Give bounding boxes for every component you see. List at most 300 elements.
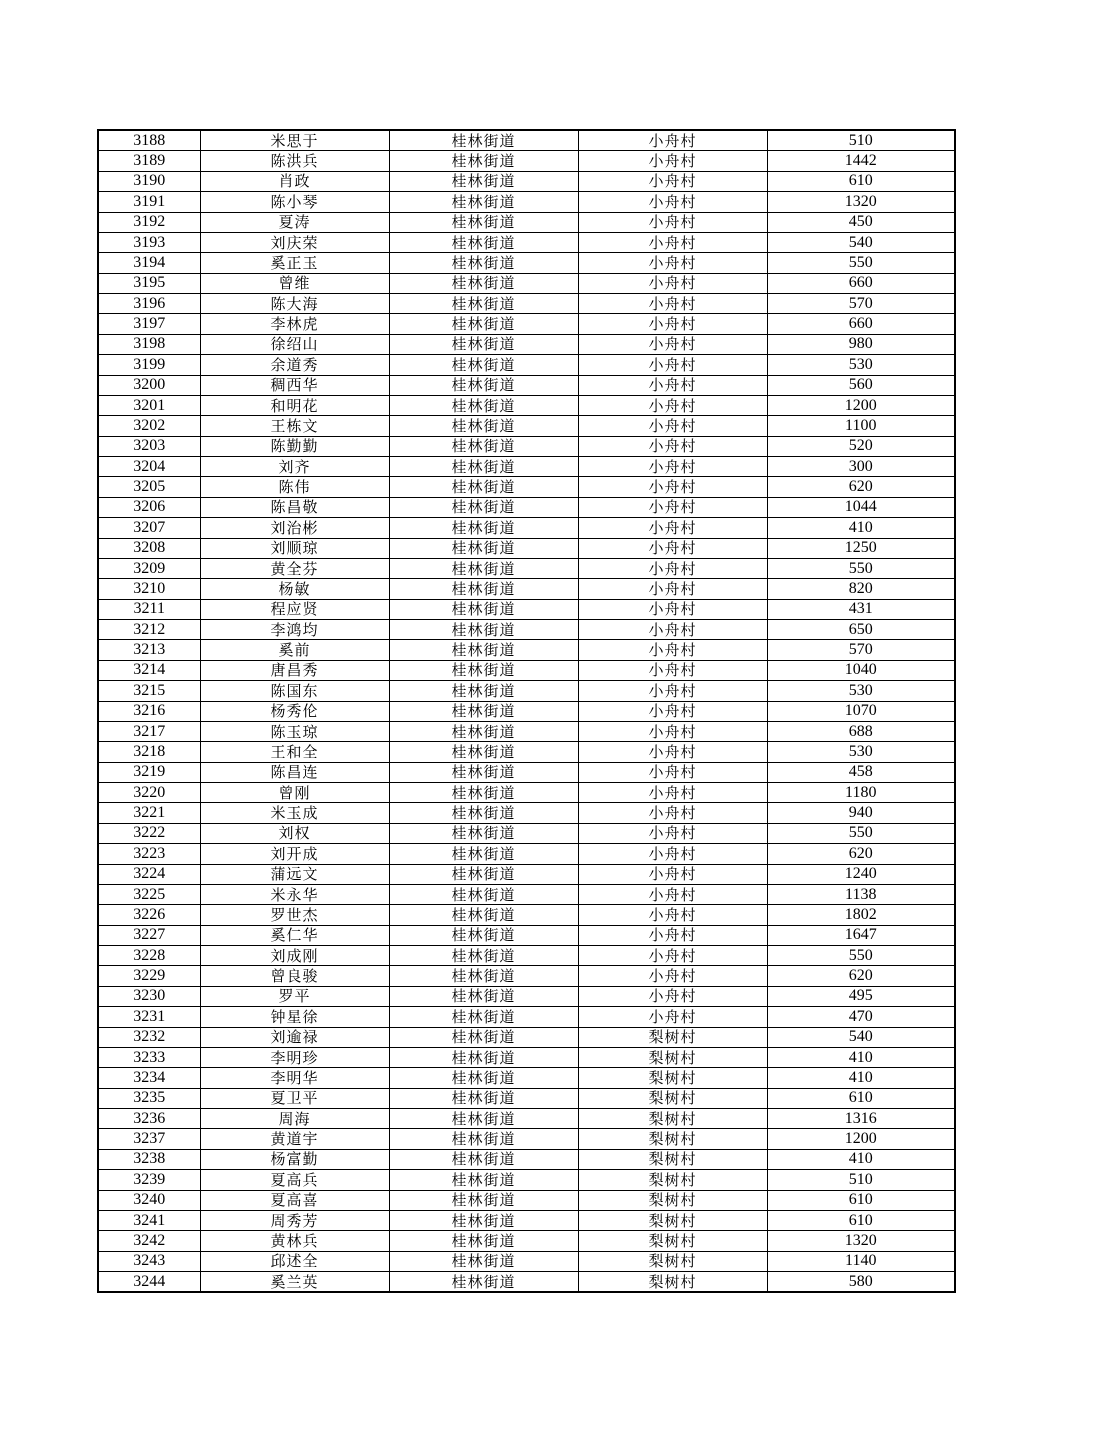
village-cell: 梨树村 (578, 1088, 767, 1108)
village-cell: 小舟村 (578, 497, 767, 517)
row-number-cell: 3242 (98, 1231, 200, 1251)
name-cell: 程应贤 (200, 599, 389, 619)
amount-cell: 570 (767, 294, 955, 314)
data-table (97, 129, 956, 1293)
amount-cell: 610 (767, 1190, 955, 1210)
village-cell: 小舟村 (578, 171, 767, 191)
table-row (98, 151, 955, 171)
table-row (98, 1047, 955, 1067)
name-cell: 杨秀伦 (200, 701, 389, 721)
amount-cell: 410 (767, 1068, 955, 1088)
table-row (98, 1272, 955, 1293)
name-cell: 曾良骏 (200, 966, 389, 986)
village-cell: 小舟村 (578, 844, 767, 864)
village-cell: 小舟村 (578, 946, 767, 966)
table-row (98, 966, 955, 986)
village-cell: 小舟村 (578, 579, 767, 599)
row-number-cell: 3218 (98, 742, 200, 762)
name-cell: 邱述全 (200, 1251, 389, 1271)
street-cell: 桂林街道 (389, 518, 578, 538)
street-cell: 桂林街道 (389, 151, 578, 171)
row-number-cell: 3237 (98, 1129, 200, 1149)
row-number-cell: 3205 (98, 477, 200, 497)
row-number-cell: 3193 (98, 232, 200, 252)
amount-cell: 530 (767, 742, 955, 762)
name-cell: 陈大海 (200, 294, 389, 314)
amount-cell: 410 (767, 518, 955, 538)
row-number-cell: 3198 (98, 334, 200, 354)
street-cell: 桂林街道 (389, 130, 578, 151)
name-cell: 刘开成 (200, 844, 389, 864)
street-cell: 桂林街道 (389, 192, 578, 212)
village-cell: 小舟村 (578, 314, 767, 334)
table-row (98, 823, 955, 843)
village-cell: 小舟村 (578, 192, 767, 212)
row-number-cell: 3202 (98, 416, 200, 436)
street-cell: 桂林街道 (389, 925, 578, 945)
table-row (98, 294, 955, 314)
table-row (98, 273, 955, 293)
street-cell: 桂林街道 (389, 844, 578, 864)
village-cell: 小舟村 (578, 884, 767, 904)
name-cell: 王和全 (200, 742, 389, 762)
village-cell: 小舟村 (578, 599, 767, 619)
street-cell: 桂林街道 (389, 640, 578, 660)
table-row (98, 762, 955, 782)
village-cell: 小舟村 (578, 823, 767, 843)
street-cell: 桂林街道 (389, 986, 578, 1006)
street-cell: 桂林街道 (389, 538, 578, 558)
village-cell: 小舟村 (578, 558, 767, 578)
row-number-cell: 3215 (98, 681, 200, 701)
amount-cell: 520 (767, 436, 955, 456)
street-cell: 桂林街道 (389, 1170, 578, 1190)
street-cell: 桂林街道 (389, 171, 578, 191)
row-number-cell: 3225 (98, 884, 200, 904)
table-row (98, 620, 955, 640)
name-cell: 杨富勤 (200, 1149, 389, 1169)
table-row (98, 538, 955, 558)
amount-cell: 550 (767, 823, 955, 843)
table-row (98, 986, 955, 1006)
row-number-cell: 3214 (98, 660, 200, 680)
amount-cell: 540 (767, 232, 955, 252)
amount-cell: 300 (767, 457, 955, 477)
name-cell: 李鸿均 (200, 620, 389, 640)
row-number-cell: 3212 (98, 620, 200, 640)
street-cell: 桂林街道 (389, 1210, 578, 1230)
street-cell: 桂林街道 (389, 273, 578, 293)
table-row (98, 844, 955, 864)
amount-cell: 570 (767, 640, 955, 660)
name-cell: 罗世杰 (200, 905, 389, 925)
street-cell: 桂林街道 (389, 497, 578, 517)
table-row (98, 742, 955, 762)
row-number-cell: 3197 (98, 314, 200, 334)
name-cell: 奚仁华 (200, 925, 389, 945)
village-cell: 小舟村 (578, 395, 767, 415)
amount-cell: 1140 (767, 1251, 955, 1271)
table-row (98, 864, 955, 884)
amount-cell: 530 (767, 355, 955, 375)
row-number-cell: 3211 (98, 599, 200, 619)
name-cell: 杨敏 (200, 579, 389, 599)
name-cell: 刘齐 (200, 457, 389, 477)
village-cell: 小舟村 (578, 253, 767, 273)
row-number-cell: 3231 (98, 1007, 200, 1027)
amount-cell: 620 (767, 477, 955, 497)
name-cell: 罗平 (200, 986, 389, 1006)
amount-cell: 660 (767, 273, 955, 293)
street-cell: 桂林街道 (389, 966, 578, 986)
name-cell: 陈昌敬 (200, 497, 389, 517)
street-cell: 桂林街道 (389, 599, 578, 619)
street-cell: 桂林街道 (389, 1129, 578, 1149)
table-row (98, 946, 955, 966)
street-cell: 桂林街道 (389, 253, 578, 273)
name-cell: 李林虎 (200, 314, 389, 334)
table-row (98, 395, 955, 415)
street-cell: 桂林街道 (389, 823, 578, 843)
village-cell: 小舟村 (578, 375, 767, 395)
name-cell: 刘庆荣 (200, 232, 389, 252)
amount-cell: 431 (767, 599, 955, 619)
row-number-cell: 3210 (98, 579, 200, 599)
street-cell: 桂林街道 (389, 721, 578, 741)
row-number-cell: 3199 (98, 355, 200, 375)
village-cell: 小舟村 (578, 762, 767, 782)
village-cell: 小舟村 (578, 721, 767, 741)
village-cell: 小舟村 (578, 701, 767, 721)
name-cell: 刘逾禄 (200, 1027, 389, 1047)
table-row (98, 436, 955, 456)
village-cell: 小舟村 (578, 905, 767, 925)
amount-cell: 610 (767, 1210, 955, 1230)
village-cell: 小舟村 (578, 620, 767, 640)
row-number-cell: 3206 (98, 497, 200, 517)
name-cell: 徐绍山 (200, 334, 389, 354)
row-number-cell: 3188 (98, 130, 200, 151)
amount-cell: 510 (767, 1170, 955, 1190)
name-cell: 刘权 (200, 823, 389, 843)
street-cell: 桂林街道 (389, 1088, 578, 1108)
village-cell: 小舟村 (578, 783, 767, 803)
street-cell: 桂林街道 (389, 477, 578, 497)
row-number-cell: 3226 (98, 905, 200, 925)
village-cell: 梨树村 (578, 1149, 767, 1169)
street-cell: 桂林街道 (389, 416, 578, 436)
street-cell: 桂林街道 (389, 783, 578, 803)
table-row (98, 925, 955, 945)
row-number-cell: 3223 (98, 844, 200, 864)
table-row (98, 457, 955, 477)
name-cell: 奚兰英 (200, 1272, 389, 1293)
name-cell: 陈洪兵 (200, 151, 389, 171)
village-cell: 小舟村 (578, 986, 767, 1006)
table-row (98, 375, 955, 395)
row-number-cell: 3192 (98, 212, 200, 232)
row-number-cell: 3220 (98, 783, 200, 803)
name-cell: 李明华 (200, 1068, 389, 1088)
name-cell: 和明花 (200, 395, 389, 415)
street-cell: 桂林街道 (389, 355, 578, 375)
row-number-cell: 3235 (98, 1088, 200, 1108)
street-cell: 桂林街道 (389, 334, 578, 354)
table-row (98, 1149, 955, 1169)
street-cell: 桂林街道 (389, 558, 578, 578)
village-cell: 梨树村 (578, 1109, 767, 1129)
name-cell: 黄道宇 (200, 1129, 389, 1149)
amount-cell: 540 (767, 1027, 955, 1047)
amount-cell: 1138 (767, 884, 955, 904)
village-cell: 小舟村 (578, 457, 767, 477)
village-cell: 小舟村 (578, 660, 767, 680)
amount-cell: 650 (767, 620, 955, 640)
table-body (98, 130, 955, 1292)
amount-cell: 550 (767, 558, 955, 578)
row-number-cell: 3219 (98, 762, 200, 782)
village-cell: 小舟村 (578, 864, 767, 884)
amount-cell: 1442 (767, 151, 955, 171)
row-number-cell: 3238 (98, 1149, 200, 1169)
village-cell: 小舟村 (578, 1007, 767, 1027)
table-row (98, 416, 955, 436)
table-row (98, 905, 955, 925)
row-number-cell: 3191 (98, 192, 200, 212)
amount-cell: 1316 (767, 1109, 955, 1129)
amount-cell: 1647 (767, 925, 955, 945)
table-row (98, 1170, 955, 1190)
amount-cell: 1180 (767, 783, 955, 803)
street-cell: 桂林街道 (389, 884, 578, 904)
amount-cell: 1100 (767, 416, 955, 436)
village-cell: 梨树村 (578, 1027, 767, 1047)
name-cell: 肖政 (200, 171, 389, 191)
name-cell: 夏高兵 (200, 1170, 389, 1190)
amount-cell: 450 (767, 212, 955, 232)
amount-cell: 1320 (767, 1231, 955, 1251)
name-cell: 陈伟 (200, 477, 389, 497)
street-cell: 桂林街道 (389, 1231, 578, 1251)
table-row (98, 253, 955, 273)
village-cell: 小舟村 (578, 130, 767, 151)
street-cell: 桂林街道 (389, 1047, 578, 1067)
street-cell: 桂林街道 (389, 864, 578, 884)
street-cell: 桂林街道 (389, 1190, 578, 1210)
name-cell: 稠西华 (200, 375, 389, 395)
name-cell: 刘治彬 (200, 518, 389, 538)
street-cell: 桂林街道 (389, 1272, 578, 1293)
street-cell: 桂林街道 (389, 1027, 578, 1047)
row-number-cell: 3244 (98, 1272, 200, 1293)
row-number-cell: 3203 (98, 436, 200, 456)
village-cell: 梨树村 (578, 1210, 767, 1230)
row-number-cell: 3201 (98, 395, 200, 415)
village-cell: 小舟村 (578, 334, 767, 354)
table-row (98, 599, 955, 619)
amount-cell: 1200 (767, 1129, 955, 1149)
table-row (98, 334, 955, 354)
name-cell: 米思于 (200, 130, 389, 151)
village-cell: 小舟村 (578, 273, 767, 293)
village-cell: 梨树村 (578, 1272, 767, 1293)
table-row (98, 232, 955, 252)
row-number-cell: 3239 (98, 1170, 200, 1190)
street-cell: 桂林街道 (389, 803, 578, 823)
row-number-cell: 3196 (98, 294, 200, 314)
amount-cell: 820 (767, 579, 955, 599)
table-row (98, 558, 955, 578)
amount-cell: 530 (767, 681, 955, 701)
amount-cell: 470 (767, 1007, 955, 1027)
name-cell: 钟星徐 (200, 1007, 389, 1027)
village-cell: 小舟村 (578, 925, 767, 945)
street-cell: 桂林街道 (389, 1007, 578, 1027)
name-cell: 夏卫平 (200, 1088, 389, 1108)
table-row (98, 171, 955, 191)
village-cell: 梨树村 (578, 1068, 767, 1088)
name-cell: 曾维 (200, 273, 389, 293)
village-cell: 小舟村 (578, 294, 767, 314)
table-row (98, 1190, 955, 1210)
name-cell: 陈小琴 (200, 192, 389, 212)
row-number-cell: 3194 (98, 253, 200, 273)
village-cell: 小舟村 (578, 416, 767, 436)
village-cell: 小舟村 (578, 232, 767, 252)
amount-cell: 410 (767, 1149, 955, 1169)
table-row (98, 721, 955, 741)
row-number-cell: 3195 (98, 273, 200, 293)
village-cell: 小舟村 (578, 477, 767, 497)
amount-cell: 580 (767, 1272, 955, 1293)
amount-cell: 620 (767, 844, 955, 864)
row-number-cell: 3228 (98, 946, 200, 966)
name-cell: 曾刚 (200, 783, 389, 803)
street-cell: 桂林街道 (389, 905, 578, 925)
village-cell: 小舟村 (578, 436, 767, 456)
row-number-cell: 3209 (98, 558, 200, 578)
name-cell: 米玉成 (200, 803, 389, 823)
street-cell: 桂林街道 (389, 212, 578, 232)
table-row (98, 884, 955, 904)
row-number-cell: 3190 (98, 171, 200, 191)
street-cell: 桂林街道 (389, 1068, 578, 1088)
table-row (98, 518, 955, 538)
table-row (98, 1109, 955, 1129)
table-row (98, 1231, 955, 1251)
amount-cell: 620 (767, 966, 955, 986)
row-number-cell: 3207 (98, 518, 200, 538)
row-number-cell: 3230 (98, 986, 200, 1006)
amount-cell: 1040 (767, 660, 955, 680)
row-number-cell: 3240 (98, 1190, 200, 1210)
street-cell: 桂林街道 (389, 579, 578, 599)
street-cell: 桂林街道 (389, 294, 578, 314)
street-cell: 桂林街道 (389, 762, 578, 782)
village-cell: 小舟村 (578, 803, 767, 823)
name-cell: 陈国东 (200, 681, 389, 701)
village-cell: 梨树村 (578, 1231, 767, 1251)
table-row (98, 314, 955, 334)
name-cell: 唐昌秀 (200, 660, 389, 680)
name-cell: 陈勤勤 (200, 436, 389, 456)
village-cell: 梨树村 (578, 1251, 767, 1271)
table-row (98, 1007, 955, 1027)
village-cell: 小舟村 (578, 742, 767, 762)
street-cell: 桂林街道 (389, 436, 578, 456)
row-number-cell: 3204 (98, 457, 200, 477)
village-cell: 梨树村 (578, 1129, 767, 1149)
village-cell: 小舟村 (578, 640, 767, 660)
table-row (98, 579, 955, 599)
table-row (98, 212, 955, 232)
village-cell: 小舟村 (578, 538, 767, 558)
amount-cell: 980 (767, 334, 955, 354)
table-row (98, 783, 955, 803)
name-cell: 夏涛 (200, 212, 389, 232)
name-cell: 黄林兵 (200, 1231, 389, 1251)
amount-cell: 1240 (767, 864, 955, 884)
table-row (98, 1129, 955, 1149)
row-number-cell: 3224 (98, 864, 200, 884)
row-number-cell: 3208 (98, 538, 200, 558)
row-number-cell: 3236 (98, 1109, 200, 1129)
row-number-cell: 3200 (98, 375, 200, 395)
name-cell: 奚正玉 (200, 253, 389, 273)
village-cell: 梨树村 (578, 1047, 767, 1067)
table-row (98, 701, 955, 721)
table-row (98, 130, 955, 151)
name-cell: 周海 (200, 1109, 389, 1129)
amount-cell: 410 (767, 1047, 955, 1067)
name-cell: 陈昌连 (200, 762, 389, 782)
amount-cell: 940 (767, 803, 955, 823)
table-row (98, 1210, 955, 1230)
amount-cell: 1250 (767, 538, 955, 558)
village-cell: 小舟村 (578, 681, 767, 701)
amount-cell: 560 (767, 375, 955, 395)
street-cell: 桂林街道 (389, 314, 578, 334)
table-row (98, 477, 955, 497)
name-cell: 余道秀 (200, 355, 389, 375)
table-row (98, 640, 955, 660)
street-cell: 桂林街道 (389, 701, 578, 721)
street-cell: 桂林街道 (389, 232, 578, 252)
table-row (98, 497, 955, 517)
name-cell: 夏高喜 (200, 1190, 389, 1210)
table-row (98, 1088, 955, 1108)
village-cell: 小舟村 (578, 151, 767, 171)
street-cell: 桂林街道 (389, 946, 578, 966)
amount-cell: 688 (767, 721, 955, 741)
row-number-cell: 3232 (98, 1027, 200, 1047)
table-row (98, 681, 955, 701)
village-cell: 小舟村 (578, 212, 767, 232)
street-cell: 桂林街道 (389, 457, 578, 477)
street-cell: 桂林街道 (389, 660, 578, 680)
street-cell: 桂林街道 (389, 1149, 578, 1169)
row-number-cell: 3213 (98, 640, 200, 660)
street-cell: 桂林街道 (389, 620, 578, 640)
table-row (98, 803, 955, 823)
row-number-cell: 3234 (98, 1068, 200, 1088)
table-row (98, 660, 955, 680)
name-cell: 刘成刚 (200, 946, 389, 966)
table-row (98, 192, 955, 212)
village-cell: 小舟村 (578, 966, 767, 986)
name-cell: 蒲远文 (200, 864, 389, 884)
name-cell: 黄全芬 (200, 558, 389, 578)
